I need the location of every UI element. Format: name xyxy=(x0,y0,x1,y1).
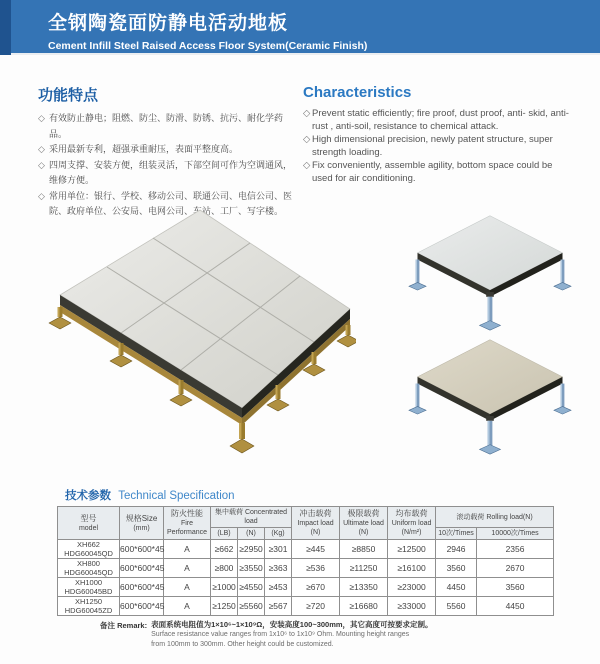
spec-cell: ≥3550 xyxy=(238,559,265,578)
spec-cell: ≥13350 xyxy=(340,578,388,597)
remark-label: 备注 Remark: xyxy=(100,621,148,630)
spec-table-head xyxy=(58,507,554,540)
model-cell: XH1250 HDG60045ZD xyxy=(58,597,120,616)
feature-text: 采用最新专利，超强承重耐压，表面平整度高。 xyxy=(49,144,239,154)
spec-cell: ≥301 xyxy=(265,540,292,559)
floor-panel-grid-illustration xyxy=(20,196,356,486)
spec-cell: ≥720 xyxy=(292,597,340,616)
spec-cell: 600*600*45 xyxy=(120,597,164,616)
feature-item xyxy=(38,111,292,142)
characteristic-item xyxy=(303,107,573,133)
feature-item xyxy=(38,158,292,189)
remark-block xyxy=(100,620,433,649)
spec-cell: ≥23000 xyxy=(388,578,436,597)
spec-cell: ≥2950 xyxy=(238,540,265,559)
diamond-bullet-icon: ◇ xyxy=(303,108,311,119)
model-cell: XH1000 HDG60045BD xyxy=(58,578,120,597)
spec-cell: ≥567 xyxy=(265,597,292,616)
single-panel-image-1 xyxy=(398,210,582,334)
col-concentrated-group: 集中载荷 Concentrated load xyxy=(211,507,292,528)
diamond-bullet-icon: ◇ xyxy=(38,113,45,123)
spec-cell: ≥5560 xyxy=(238,597,265,616)
spec-cell: ≥536 xyxy=(292,559,340,578)
spec-cell: ≥1000 xyxy=(211,578,238,597)
spec-cell: ≥4550 xyxy=(238,578,265,597)
remark-line-en: from 100mm to 300mm. Other height could be customized. xyxy=(151,640,334,648)
spec-cell: ≥453 xyxy=(265,578,292,597)
col-uniform: 均布载荷 Uniform load (N/m²) xyxy=(388,507,436,540)
characteristic-text: Prevent static efficiently; fire proof, dust proof, anti- skid, anti- rust , anti-soil, resistance to chemical attack. xyxy=(312,108,569,132)
spec-cell: 600*600*45 xyxy=(120,540,164,559)
spec-cell: A xyxy=(164,540,211,559)
characteristics-list xyxy=(303,107,573,185)
spec-table xyxy=(57,506,554,616)
panel-top-surface xyxy=(60,210,350,408)
spec-cell: 2356 xyxy=(477,540,554,559)
col-rolling-10: 10次/Times xyxy=(436,528,477,540)
diamond-bullet-icon: ◇ xyxy=(303,134,311,145)
spec-cell: ≥662 xyxy=(211,540,238,559)
page-header xyxy=(0,0,600,55)
spec-title-cn: 技术参数 xyxy=(65,490,111,502)
spec-table-body xyxy=(58,540,554,616)
spec-cell: 4450 xyxy=(436,578,477,597)
col-conc-kg: (Kg) xyxy=(265,528,292,540)
feature-item xyxy=(38,142,292,158)
spec-cell: A xyxy=(164,578,211,597)
characteristic-item xyxy=(303,159,573,185)
spec-cell: ≥16100 xyxy=(388,559,436,578)
spec-cell: ≥12500 xyxy=(388,540,436,559)
diamond-bullet-icon: ◇ xyxy=(38,190,45,201)
col-size: 规格Size (mm) xyxy=(120,507,164,540)
header-titles xyxy=(48,8,367,52)
single-panel-image-2 xyxy=(398,334,582,458)
spec-cell: A xyxy=(164,597,211,616)
spec-row xyxy=(58,578,554,597)
remark-line-cn: 表面系统电阻值为1×10⁶~1×10⁹Ω，安装高度100~300mm，其它高度可按要求定制。 xyxy=(151,620,433,629)
feature-text: 四周支撑、安装方便，组装灵活，下部空间可作为空调通风，维修方便。 xyxy=(49,159,293,185)
col-conc-n: (N) xyxy=(238,528,265,540)
page-subtitle: Cement Infill Steel Raised Access Floor System(Ceramic Finish) xyxy=(48,40,368,52)
remark-line-en: Surface resistance value ranges from 1x10⁶ to 1x10⁹ Ohm. Mounting height ranges xyxy=(151,631,410,638)
spec-cell: ≥16680 xyxy=(340,597,388,616)
features-title: 功能特点 xyxy=(38,87,99,104)
diamond-bullet-icon: ◇ xyxy=(303,160,311,171)
characteristic-item xyxy=(303,133,573,159)
page-title: 全钢陶瓷面防静电活动地板 xyxy=(48,13,289,34)
panel-top-surface xyxy=(418,340,563,414)
spec-cell: 5560 xyxy=(436,597,477,616)
col-ultimate: 极限载荷 Ultimate load (N) xyxy=(340,507,388,540)
feature-text: 常用单位：银行、学校、移动公司、联通公司、电信公司、医院、政府单位、公安局、电网公司、车站、工厂、写字楼。 xyxy=(49,190,293,216)
spec-cell: ≥11250 xyxy=(340,559,388,578)
spec-row xyxy=(58,559,554,578)
spec-cell: 2946 xyxy=(436,540,477,559)
spec-cell: ≥800 xyxy=(211,559,238,578)
spec-cell: 2670 xyxy=(477,559,554,578)
spec-cell: ≥8850 xyxy=(340,540,388,559)
spec-cell: ≥33000 xyxy=(388,597,436,616)
col-rolling-10000: 10000次/Times xyxy=(477,528,554,540)
header-accent-strip xyxy=(0,0,11,55)
spec-cell: A xyxy=(164,559,211,578)
model-cell: XH662 HDG60045QD xyxy=(58,540,120,559)
col-rolling-group: 滚动载荷 Rolling load(N) xyxy=(436,507,554,528)
spec-row xyxy=(58,540,554,559)
spec-section-title xyxy=(65,487,235,503)
diamond-bullet-icon: ◇ xyxy=(38,159,45,170)
spec-cell: 3560 xyxy=(477,578,554,597)
col-impact: 冲击载荷 Impact load (N) xyxy=(292,507,340,540)
spec-row xyxy=(58,597,554,616)
floor-panel-grid-image xyxy=(20,196,356,486)
characteristics-title: Characteristics xyxy=(303,84,412,101)
diamond-bullet-icon: ◇ xyxy=(38,144,45,154)
spec-cell: 600*600*45 xyxy=(120,559,164,578)
spec-title-en: Technical Specification xyxy=(118,490,235,502)
panel-top-surface xyxy=(418,216,563,290)
spec-cell: 3560 xyxy=(436,559,477,578)
single-panel-illustration-1 xyxy=(398,210,582,334)
col-model: 型号 model xyxy=(58,507,120,540)
characteristics-section xyxy=(303,84,573,185)
model-cell: XH800 HDG60045QD xyxy=(58,559,120,578)
spec-cell: ≥1250 xyxy=(211,597,238,616)
remark-body xyxy=(151,620,432,649)
single-panel-illustration-2 xyxy=(398,334,582,458)
col-fire: 防火性能 Fire Performance xyxy=(164,507,211,540)
col-conc-lb: (LB) xyxy=(211,528,238,540)
spec-cell: ≥670 xyxy=(292,578,340,597)
feature-text: 有效防止静电；阻燃、防尘、防滑、防锈、抗污、耐化学药品。 xyxy=(49,113,284,139)
characteristic-text: High dimensional precision, newly patent structure, super strength loading. xyxy=(312,134,553,158)
spec-cell: ≥363 xyxy=(265,559,292,578)
characteristic-text: Fix conveniently, assemble agility, bottom space could be used for air conditioning. xyxy=(312,160,553,184)
spec-cell: 600*600*45 xyxy=(120,578,164,597)
spec-cell: ≥445 xyxy=(292,540,340,559)
spec-cell: 4450 xyxy=(477,597,554,616)
